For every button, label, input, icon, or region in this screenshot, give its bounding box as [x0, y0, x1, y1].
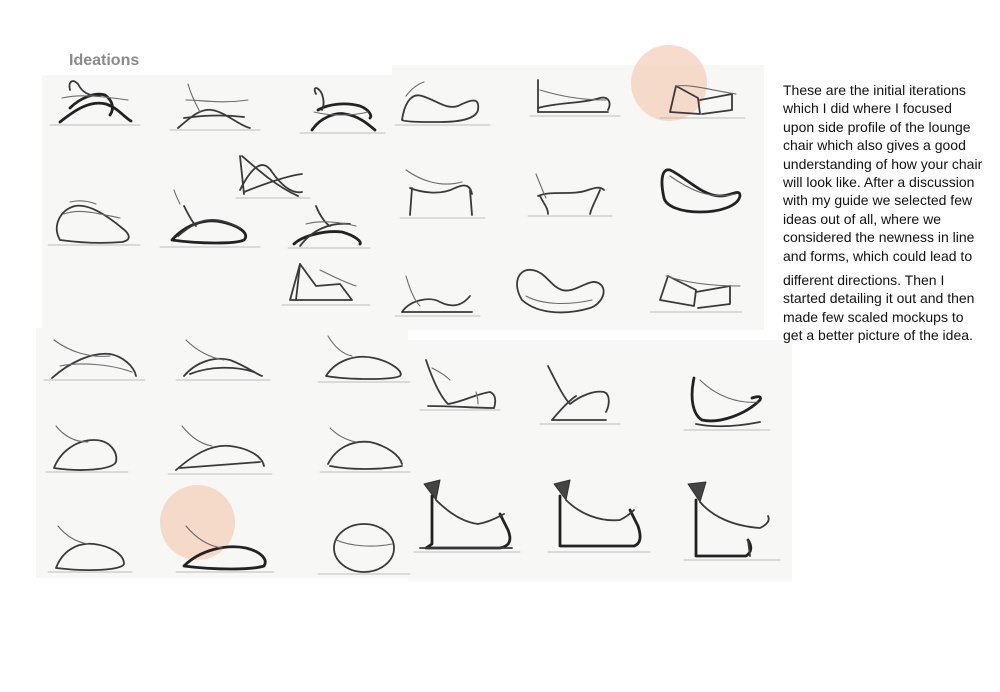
description-paragraph-2: different directions. Then I started detailing it out and then made few scaled mockups to get a better picture of the idea.: [783, 272, 975, 344]
sketch-wave-rocker-2: [176, 340, 270, 380]
sketch-wave-lounger-1: [395, 82, 490, 125]
sketch-arched-legs-2: [528, 174, 612, 216]
sketch-curve-chair-1: [395, 276, 480, 316]
sketch-rocker-1: [50, 81, 140, 125]
sketch-box-chair-1: [660, 86, 745, 118]
description-paragraph-1: These are the initial iterations which I did where I focused upon side profile of the lounge chair which also gives a good understanding of how your chair will look like. After a discussion with my guide we selected few ideas out of all, where we considered the newness in line and forms, which could lead to: [783, 82, 983, 264]
sketch-rocker-4: [288, 206, 370, 248]
sketch-swoop-1: [48, 201, 140, 245]
sketch-flat-lounger: [530, 80, 620, 116]
sketch-rocker-3: [300, 88, 385, 133]
sketch-wave-rocker-7: [48, 526, 132, 572]
sketch-loop-lounger: [517, 270, 604, 313]
sketch-box-chair-2: [650, 276, 742, 312]
sketch-angled-chair: [282, 264, 370, 305]
sketch-wave-rocker-5: [168, 426, 272, 474]
sketch-bowl-lounger-2: [684, 378, 770, 430]
sketch-wave-rocker-1: [44, 340, 145, 380]
sketch-detailed-chair-3: [684, 482, 780, 560]
sketch-wave-rocker-6: [320, 428, 410, 472]
page-title: Ideations: [69, 52, 140, 69]
sketch-wave-rocker-8: [176, 526, 274, 572]
sketch-wave-rocker-4: [46, 426, 128, 472]
sketch-cross-frame: [236, 156, 310, 198]
sketch-arched-legs-1: [400, 170, 485, 218]
sketch-wave-rocker-3: [318, 336, 410, 382]
sketch-rocker-2: [170, 84, 260, 130]
sketch-lounger-head-1: [420, 360, 500, 410]
sketch-detailed-chair-1: [414, 480, 520, 552]
sketch-swoop-2: [160, 190, 260, 247]
sketch-lounger-head-2: [540, 366, 620, 424]
sketch-circle-chair: [318, 524, 410, 574]
sketch-bowl-lounger-1: [662, 170, 740, 212]
sketch-detailed-chair-2: [548, 480, 650, 552]
